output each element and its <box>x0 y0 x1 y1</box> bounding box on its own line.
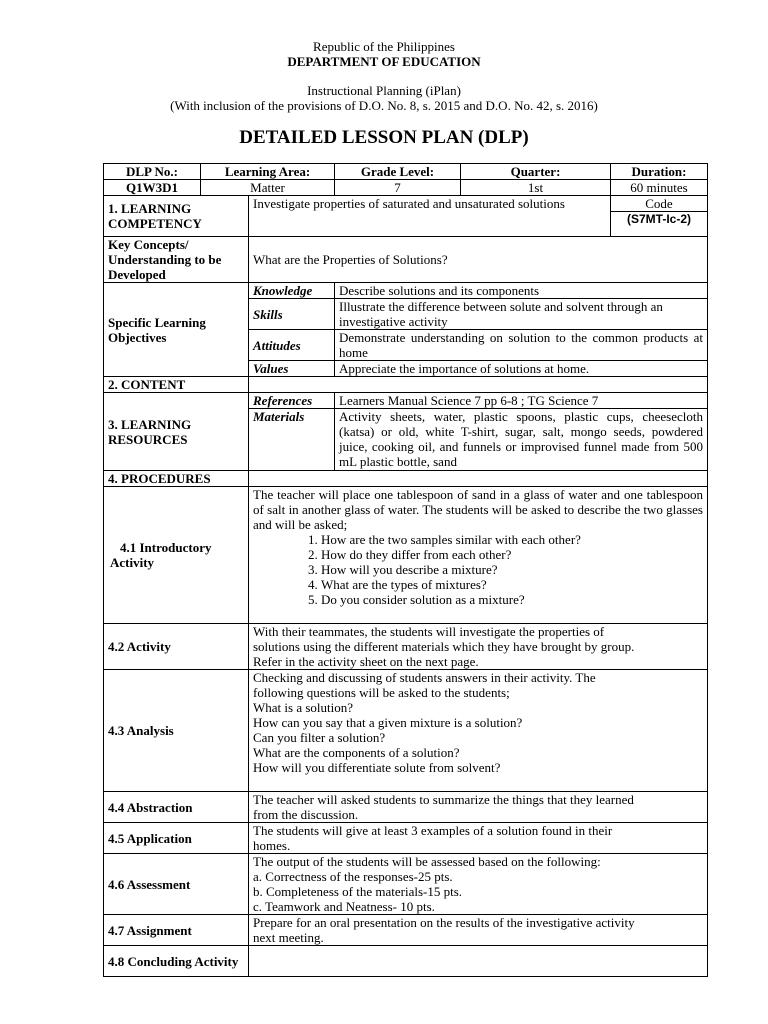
content-row <box>104 377 708 393</box>
introductory-activity-description: The teacher will place one tablespoon of sand in a glass of water and one tablespoon of salt in another glass of water. The students will be asked to describe the two glasses and will be asked; <box>253 487 703 532</box>
application-label: 4.5 Application <box>104 823 249 854</box>
grade-level-value: 7 <box>335 180 461 196</box>
dlp-no-value: Q1W3D1 <box>104 180 201 196</box>
question-item: 1. How are the two samples similar with each other? <box>321 532 703 547</box>
references-row <box>104 393 708 409</box>
introductory-activity-row <box>104 487 708 624</box>
objective-domain: Knowledge <box>249 283 335 299</box>
assessment-label: 4.6 Assessment <box>104 854 249 915</box>
competency-label: 1. LEARNING COMPETENCY <box>104 196 249 237</box>
procedures-text <box>249 471 708 487</box>
procedures-label: 4. PROCEDURES <box>104 471 249 487</box>
planning-heading: Instructional Planning (iPlan) <box>307 83 461 98</box>
objective-text: Appreciate the importance of solutions at home. <box>335 361 708 377</box>
concluding-activity-text <box>249 946 708 977</box>
learning-area-label: Learning Area: <box>201 164 335 180</box>
question-item: 3. How will you describe a mixture? <box>321 562 703 577</box>
abstraction-label: 4.4 Abstraction <box>104 792 249 823</box>
resources-label: 3. LEARNING RESOURCES <box>104 393 249 471</box>
introductory-activity-label: 4.1 Introductory Activity <box>104 487 249 624</box>
code-value: (S7MT-Ic-2) <box>611 212 708 237</box>
abstraction-text: The teacher will asked students to summarize the things that they learned from the discussion. <box>249 792 708 823</box>
objective-domain: Values <box>249 361 335 377</box>
competency-row <box>104 196 708 212</box>
inclusion-note: (With inclusion of the provisions of D.O. No. 8, s. 2015 and D.O. No. 42, s. 2016) <box>170 98 598 113</box>
assessment-row <box>104 854 708 915</box>
analysis-text: Checking and discussing of students answers in their activity. The following questions will be asked to the students; What is a solution? How can you say that a given mixture is a solution? Can you filter a solution? What are the components of a solution? How will you differentiate solute from solvent? <box>249 670 708 792</box>
application-row <box>104 823 708 854</box>
content-label: 2. CONTENT <box>104 377 249 393</box>
objective-text: Describe solutions and its components <box>335 283 708 299</box>
objective-text: Illustrate the difference between solute and solvent through an investigative activity <box>335 299 708 330</box>
materials-label: Materials <box>249 409 335 471</box>
activity-text: With their teammates, the students will investigate the properties of solutions using the different materials which they have brought by group. Refer in the activity sheet on the next page. <box>249 624 708 670</box>
materials-text: Activity sheets, water, plastic spoons, plastic cups, cheesecloth (katsa) or old, white T-shirt, sugar, salt, mongo seeds, powdered juice, cooking oil, and funnels or improvised funnel made from 500 mL plastic bottle, sand <box>335 409 708 471</box>
key-concepts-row <box>104 237 708 283</box>
objectives-label: Specific Learning Objectives <box>104 283 249 377</box>
info-values-row <box>104 180 708 196</box>
dlp-no-label: DLP No.: <box>104 164 201 180</box>
question-item: 2. How do they differ from each other? <box>321 547 703 562</box>
grade-level-label: Grade Level: <box>335 164 461 180</box>
analysis-row <box>104 670 708 792</box>
duration-value: 60 minutes <box>611 180 708 196</box>
concluding-activity-row <box>104 946 708 977</box>
assignment-row <box>104 915 708 946</box>
lesson-plan-table <box>103 163 708 977</box>
objective-text: Demonstrate understanding on solution to the common products at home <box>335 330 708 361</box>
content-text <box>249 377 708 393</box>
key-concepts-label: Key Concepts/ Understanding to be Developed <box>104 237 249 283</box>
code-label: Code <box>611 196 708 212</box>
quarter-label: Quarter: <box>461 164 611 180</box>
assessment-text: The output of the students will be assessed based on the following: a. Correctness of the responses-25 pts. b. Completeness of the materials-15 pts. c. Teamwork and Neatness- 10 pts. <box>249 854 708 915</box>
duration-label: Duration: <box>611 164 708 180</box>
objective-domain: Attitudes <box>249 330 335 361</box>
assignment-text: Prepare for an oral presentation on the results of the investigative activity next meeting. <box>249 915 708 946</box>
introductory-activity-text <box>249 487 708 624</box>
procedures-row <box>104 471 708 487</box>
abstraction-row <box>104 792 708 823</box>
objective-domain: Skills <box>249 299 335 330</box>
activity-row <box>104 624 708 670</box>
republic-heading: Republic of the Philippines <box>313 39 455 54</box>
quarter-value: 1st <box>461 180 611 196</box>
objective-row <box>104 283 708 299</box>
key-concepts-text: What are the Properties of Solutions? <box>249 237 708 283</box>
question-item: 4. What are the types of mixtures? <box>321 577 703 592</box>
introductory-questions <box>253 532 703 607</box>
page-title: DETAILED LESSON PLAN (DLP) <box>239 127 529 148</box>
references-label: References <box>249 393 335 409</box>
info-header-row <box>104 164 708 180</box>
learning-area-value: Matter <box>201 180 335 196</box>
references-text: Learners Manual Science 7 pp 6-8 ; TG Science 7 <box>335 393 708 409</box>
analysis-label: 4.3 Analysis <box>104 670 249 792</box>
question-item: 5. Do you consider solution as a mixture? <box>321 592 703 607</box>
department-heading: DEPARTMENT OF EDUCATION <box>287 54 481 69</box>
competency-text: Investigate properties of saturated and unsaturated solutions <box>249 196 611 237</box>
application-text: The students will give at least 3 examples of a solution found in their homes. <box>249 823 708 854</box>
assignment-label: 4.7 Assignment <box>104 915 249 946</box>
concluding-activity-label: 4.8 Concluding Activity <box>104 946 249 977</box>
activity-label: 4.2 Activity <box>104 624 249 670</box>
